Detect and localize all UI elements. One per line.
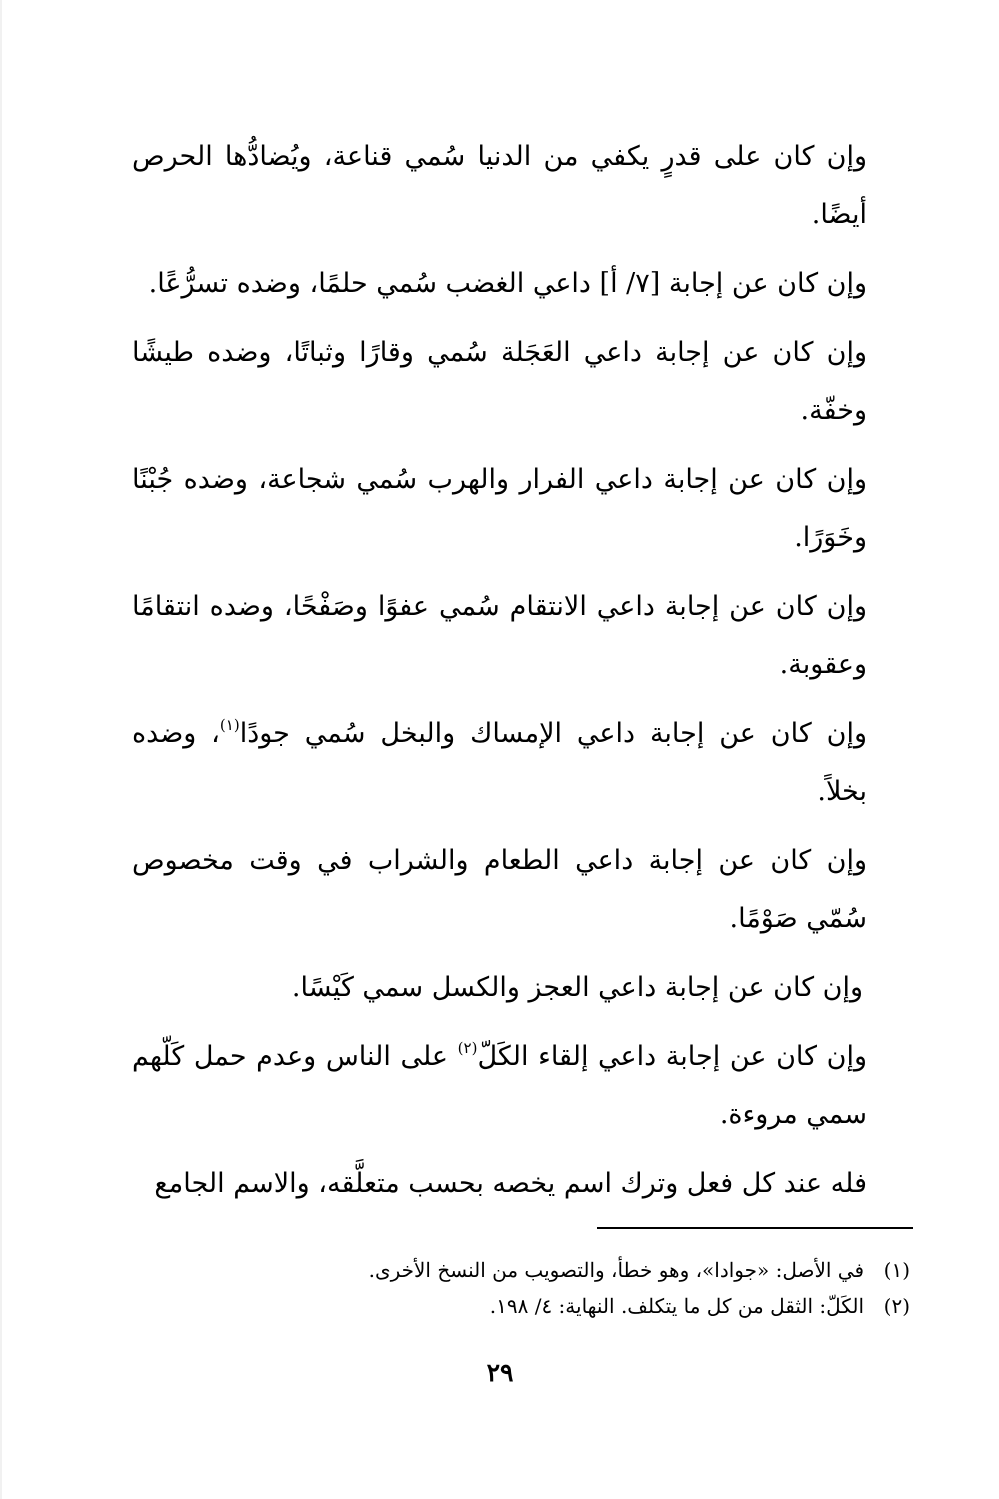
footnote-1: [140, 1252, 910, 1288]
footnote-separator: [597, 1227, 913, 1229]
footnote-number: (١): [883, 1258, 910, 1282]
paragraph-chivalry: وإن كان عن إجابة داعي إلقاء الكَلّ$^{(٢)}$ على الناس وعدم حمل كَلّهم سمي مروءة.: [132, 1039, 867, 1130]
footnote-text: في الأصل: «جوادا»، وهو خطأ، والتصويب من النسخ الأخرى.: [368, 1258, 864, 1282]
page-number: ٢٩: [486, 1358, 514, 1387]
paragraph-fasting: وإن كان عن إجابة داعي الطعام والشراب في وقت مخصوص سُمّي صَوْمًا.: [132, 845, 867, 934]
paragraph-pardon: وإن كان عن إجابة داعي الانتقام سُمي عفوًا وصَفْحًا، وضده انتقامًا وعقوبة.: [132, 591, 867, 680]
paragraph-forbearance: وإن كان عن إجابة [٧/ أ] داعي الغضب سُمي حلمًا، وضده تسرُّعًا.: [148, 268, 867, 299]
footnote-marker-2: (٢): [457, 1039, 478, 1057]
main-text-block: [132, 128, 867, 1224]
footnotes-block: [140, 1252, 910, 1324]
footnote-marker-1: (١): [219, 716, 240, 734]
footnote-text: الكَلّ: الثقل من كل ما يتكلف. النهاية: ٤/ ١٩٨.: [489, 1294, 864, 1318]
paragraph-shrewdness: وإن كان عن إجابة داعي العجز والكسل سمي كَيْسًا.: [291, 972, 863, 1003]
scan-margin-edge: [0, 0, 2, 1499]
paragraph-contentment: وإن كان على قدرٍ يكفي من الدنيا سُمي قناعة، ويُضادُّها الحرص أيضًا.: [132, 141, 867, 230]
paragraph-closing: فله عند كل فعل وترك اسم يخصه بحسب متعلَّقه، والاسم الجامع: [154, 1168, 867, 1199]
paragraph-dignity: وإن كان عن إجابة داعي العَجَلة سُمي وقارًا وثباتًا، وضده طيشًا وخفّة.: [132, 337, 867, 426]
paragraph-generosity: وإن كان عن إجابة داعي الإمساك والبخل سُمي جودًا$^{(١)}$، وضده بخلاً.: [132, 716, 867, 807]
paragraph-courage: وإن كان عن إجابة داعي الفرار والهرب سُمي شجاعة، وضده جُبْنًا وخَوَرًا.: [132, 464, 867, 553]
footnote-number: (٢): [883, 1294, 910, 1318]
footnote-2: [140, 1288, 910, 1324]
